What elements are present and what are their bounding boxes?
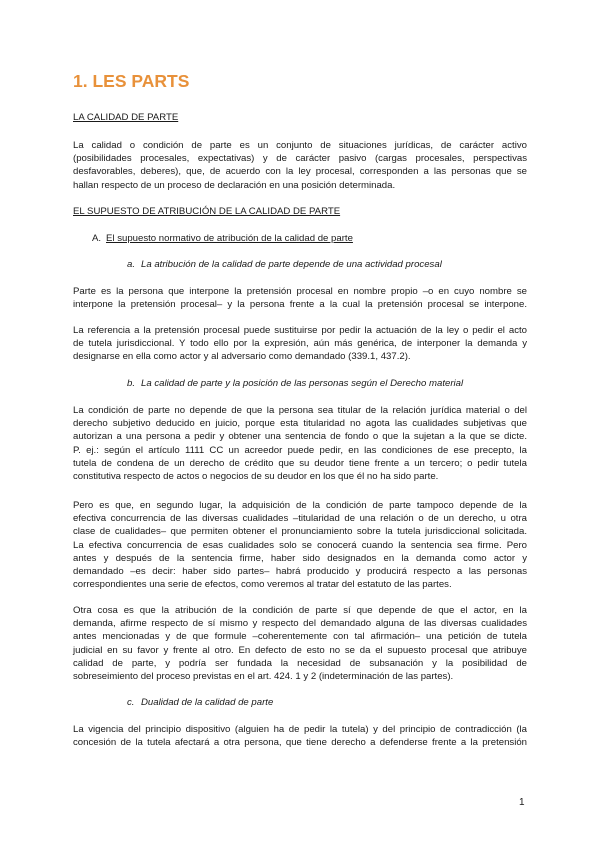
text-line: demanda, afirme respecto de sí mismo y respecto del demandado alguna de las diversas cualidades bbox=[73, 618, 527, 630]
text-line: calidad de parte, y podría ser fundada la necesidad de subsanación y la posibilidad de bbox=[73, 657, 527, 669]
subheading-marker: a. bbox=[127, 259, 136, 270]
subheading-b bbox=[127, 378, 463, 389]
subheading-title: Dualidad de la calidad de parte bbox=[141, 697, 274, 708]
paragraph bbox=[73, 285, 527, 311]
text-line: antes mencionadas y de que formule –coherentemente con tal afirmación– una petición de tutela bbox=[73, 631, 527, 643]
section-heading-calidad-de-parte: LA CALIDAD DE PARTE bbox=[73, 112, 179, 123]
text-line: antes y después de la sentencia firme, haber sido designados en la demanda como actor y bbox=[73, 552, 527, 564]
page-number: 1 bbox=[519, 797, 525, 808]
text-line: concesión de la tutela afectará a otra persona, que tiene derecho a defenderse frente a la pretensión bbox=[73, 737, 527, 749]
subheading-title: La calidad de parte y la posición de las personas según el Derecho material bbox=[141, 378, 464, 389]
text-line: La calidad o condición de parte es un conjunto de situaciones jurídicas, de carácter activo bbox=[73, 140, 527, 151]
text-line: (posibilidades procesales, expectativas) y de carácter pasivo (cargas procesales, perspectivas bbox=[73, 153, 527, 165]
subheading-title: La atribución de la calidad de parte depende de una actividad procesal bbox=[141, 259, 442, 270]
subsection-a bbox=[92, 233, 353, 244]
paragraph bbox=[73, 604, 527, 683]
text-line: interpone la pretensión procesal– y la persona frente a la cual la pretensión procesal se interpone. bbox=[73, 299, 527, 311]
text-line: desfavorables, deberes), que, de acuerdo con la ley procesal, corresponden a las personas que se bbox=[73, 166, 527, 178]
subheading-a bbox=[127, 259, 442, 270]
section-heading-supuesto: EL SUPUESTO DE ATRIBUCIÓN DE LA CALIDAD DE PARTE bbox=[73, 206, 341, 217]
subsection-marker: A. bbox=[92, 233, 102, 244]
paragraph bbox=[73, 723, 527, 749]
text-line: P. ej.: según el artículo 1111 CC un acreedor puede pedir, en las condiciones de ese precepto, la bbox=[73, 444, 527, 456]
text-line: La vigencia del principio dispositivo (alguien ha de pedir la tutela) y del principio de contradicción (la bbox=[73, 724, 527, 735]
text-line: autorizan a una persona a pedir y obtener una sentencia de fondo o que la sujetan a la que se dicte. bbox=[73, 431, 527, 443]
text-line: de tutela jurisdiccional. Y todo ello por la expresión, aún más genérica, de interponer la demanda y bbox=[73, 338, 527, 350]
text-line: derecho subjetivo deducido en juicio, porque esta titularidad no agota las cualidades subjetivas que bbox=[73, 418, 527, 430]
text-line: demandado –es decir: haber sido partes– habrá producido y producirá respecto a las personas bbox=[73, 565, 527, 577]
subheading-marker: b. bbox=[127, 378, 136, 389]
text-line: constitutiva respecto de actos o negocios de su deudor en los que él no ha sido parte. bbox=[73, 470, 439, 482]
text-line: La efectiva concurrencia de esas cualidades solo se conocerá cuando la sentencia sea firme. Pero bbox=[73, 539, 527, 551]
text-line: La condición de parte no depende de que la persona sea titular de la relación jurídica material o del bbox=[73, 405, 527, 416]
text-line: Otra cosa es que la atribución de la condición de parte sí que depende de que el actor, en la bbox=[73, 605, 527, 616]
paragraph bbox=[73, 324, 527, 364]
paragraph bbox=[73, 404, 527, 483]
text-line: Parte es la persona que interpone la pretensión procesal en nombre propio –o en cuyo nombre se bbox=[73, 286, 527, 297]
page-title: 1. LES PARTS bbox=[73, 71, 190, 91]
text-line: La referencia a la pretensión procesal puede sustituirse por pedir la actuación de la ley o pedir el acto bbox=[73, 325, 527, 336]
paragraph-definition bbox=[73, 139, 527, 192]
text-line: judicial en su favor y frente al otro. En defecto de esto no se da el supuesto procesal que atribuye bbox=[73, 644, 527, 656]
text-line: clase de cualidades– que permiten obtener el pronunciamiento sobre la tutela jurisdiccional solicitada. bbox=[73, 526, 527, 538]
paragraph bbox=[73, 499, 527, 591]
text-line: efectiva concurrencia de las diversas cualidades –titularidad de una relación o de un derecho, u otra bbox=[73, 513, 527, 525]
text-line: tutela de condena de un derecho de crédito que su deudor tiene frente a un tercero; o pedir tutela bbox=[73, 457, 527, 469]
text-line: designarse en ella como actor y al adversario como demandado (339.1, 437.2). bbox=[73, 351, 411, 363]
subheading-c bbox=[127, 697, 273, 708]
subheading-marker: c. bbox=[127, 697, 135, 708]
text-line: sobreseimiento del proceso previstas en el art. 424. 1 y 2 (indeterminación de las partes). bbox=[73, 670, 454, 682]
subsection-title: El supuesto normativo de atribución de la calidad de parte bbox=[106, 233, 353, 244]
text-line: correspondientes una serie de efectos, como veremos al tratar del estatuto de las partes. bbox=[73, 579, 452, 591]
text-line: hallan respecto de un proceso de declaración en una posición determinada. bbox=[73, 179, 396, 191]
text-line: Pero es que, en segundo lugar, la adquisición de la condición de parte tampoco depende de la bbox=[73, 500, 527, 511]
